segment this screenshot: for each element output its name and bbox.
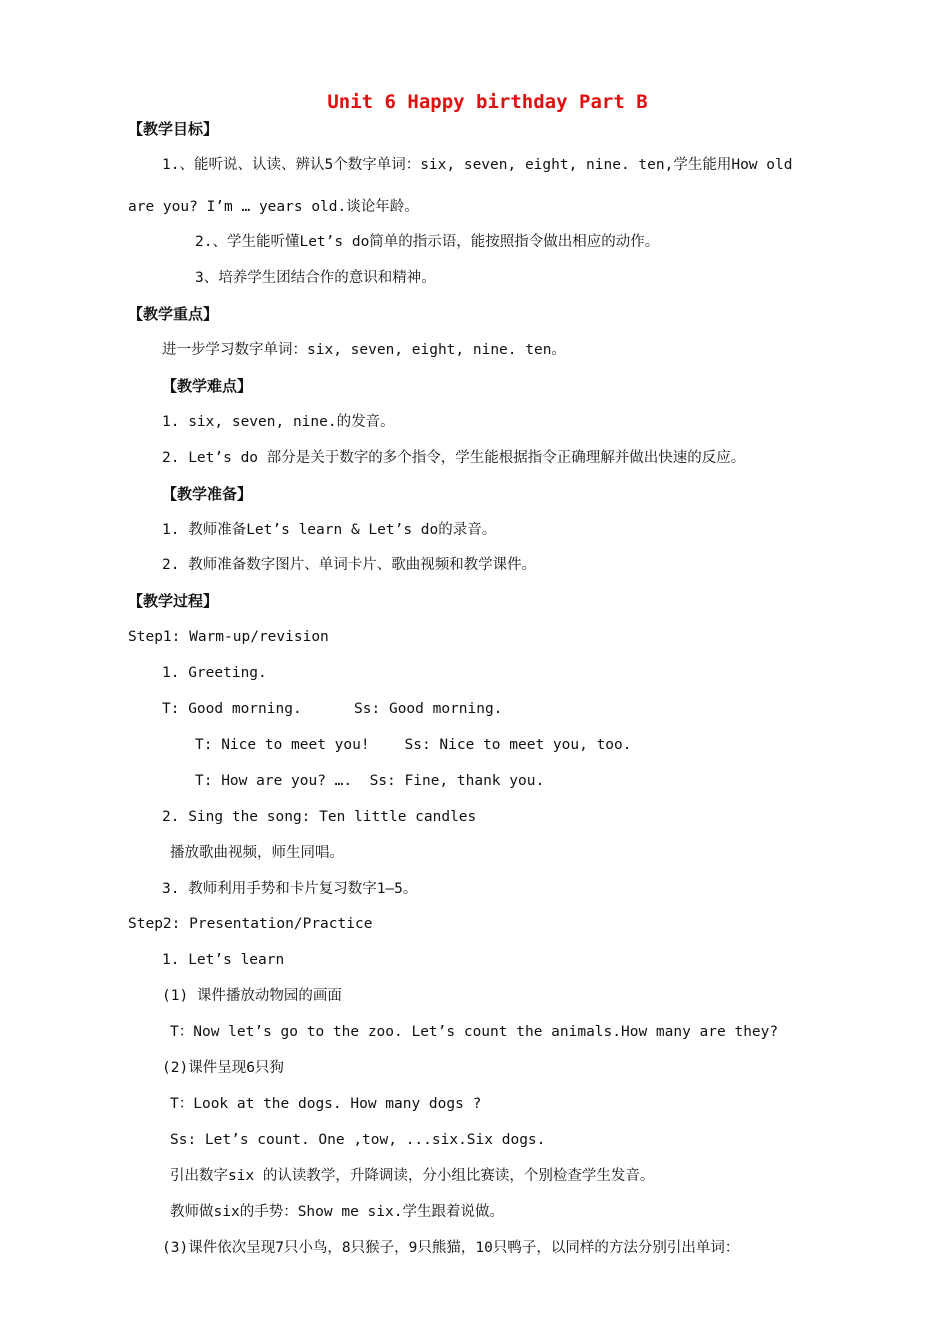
goals-item-1-cont: are you? I’m … years old.谈论年龄。 (128, 199, 419, 215)
difficulties-item-1: 1. six, seven, nine.的发音。 (162, 414, 395, 430)
step1-line-2: T: Good morning. Ss: Good morning. (162, 701, 503, 717)
step1-line-7: 3. 教师利用手势和卡片复习数字1—5。 (162, 881, 418, 897)
key-points-item-1: 进一步学习数字单词：six, seven, eight, nine. ten。 (162, 342, 566, 358)
document-title: Unit 6 Happy birthday Part B (327, 91, 648, 113)
step2-line-7: 引出数字six 的认读教学，升降调读，分小组比赛读，个别检查学生发音。 (170, 1168, 655, 1184)
step2-line-4: (2)课件呈现6只狗 (162, 1060, 284, 1076)
preparation-item-1: 1. 教师准备Let’s learn & Let’s do的录音。 (162, 522, 497, 538)
step1-line-6: 播放歌曲视频，师生同唱。 (170, 845, 344, 861)
preparation-item-2: 2. 教师准备数字图片、单词卡片、歌曲视频和教学课件。 (162, 557, 537, 573)
step2-line-8: 教师做six的手势：Show me six.学生跟着说做。 (170, 1204, 504, 1220)
step2-line-5: T：Look at the dogs. How many dogs ? (170, 1096, 482, 1112)
step2-title: Step2: Presentation/Practice (128, 916, 373, 932)
goals-item-2: 2.、学生能听懂Let’s do简单的指示语，能按照指令做出相应的动作。 (195, 234, 660, 250)
step1-title: Step1: Warm-up/revision (128, 629, 329, 645)
goals-heading: 【教学目标】 (128, 120, 219, 138)
step1-line-3: T: Nice to meet you! Ss: Nice to meet you, too. (195, 737, 632, 753)
step1-line-1: 1. Greeting. (162, 665, 267, 681)
step1-line-5: 2. Sing the song: Ten little candles (162, 809, 477, 825)
difficulties-heading: 【教学难点】 (162, 377, 253, 395)
step1-line-4: T: How are you? …. Ss: Fine, thank you. (195, 773, 545, 789)
key-points-heading: 【教学重点】 (128, 305, 219, 323)
goals-item-1: 1.、能听说、认读、辨认5个数字单词：six, seven, eight, nine. ten,学生能用How old (162, 157, 793, 173)
step2-line-1: 1. Let’s learn (162, 952, 285, 968)
goals-item-3: 3、培养学生团结合作的意识和精神。 (195, 270, 436, 286)
step2-line-2: (1) 课件播放动物园的画面 (162, 988, 342, 1004)
difficulties-item-2: 2. Let’s do 部分是关于数字的多个指令，学生能根据指令正确理解并做出快速的反应。 (162, 450, 746, 466)
step2-line-6: Ss: Let’s count. One ,tow, ...six.Six dogs. (170, 1132, 546, 1148)
step2-line-3: T：Now let’s go to the zoo. Let’s count the animals.How many are they? (170, 1024, 779, 1040)
step2-line-9: (3)课件依次呈现7只小鸟，8只猴子，9只熊猫，10只鸭子，以同样的方法分别引出单词： (162, 1240, 740, 1256)
preparation-heading: 【教学准备】 (162, 485, 253, 503)
process-heading: 【教学过程】 (128, 592, 219, 610)
